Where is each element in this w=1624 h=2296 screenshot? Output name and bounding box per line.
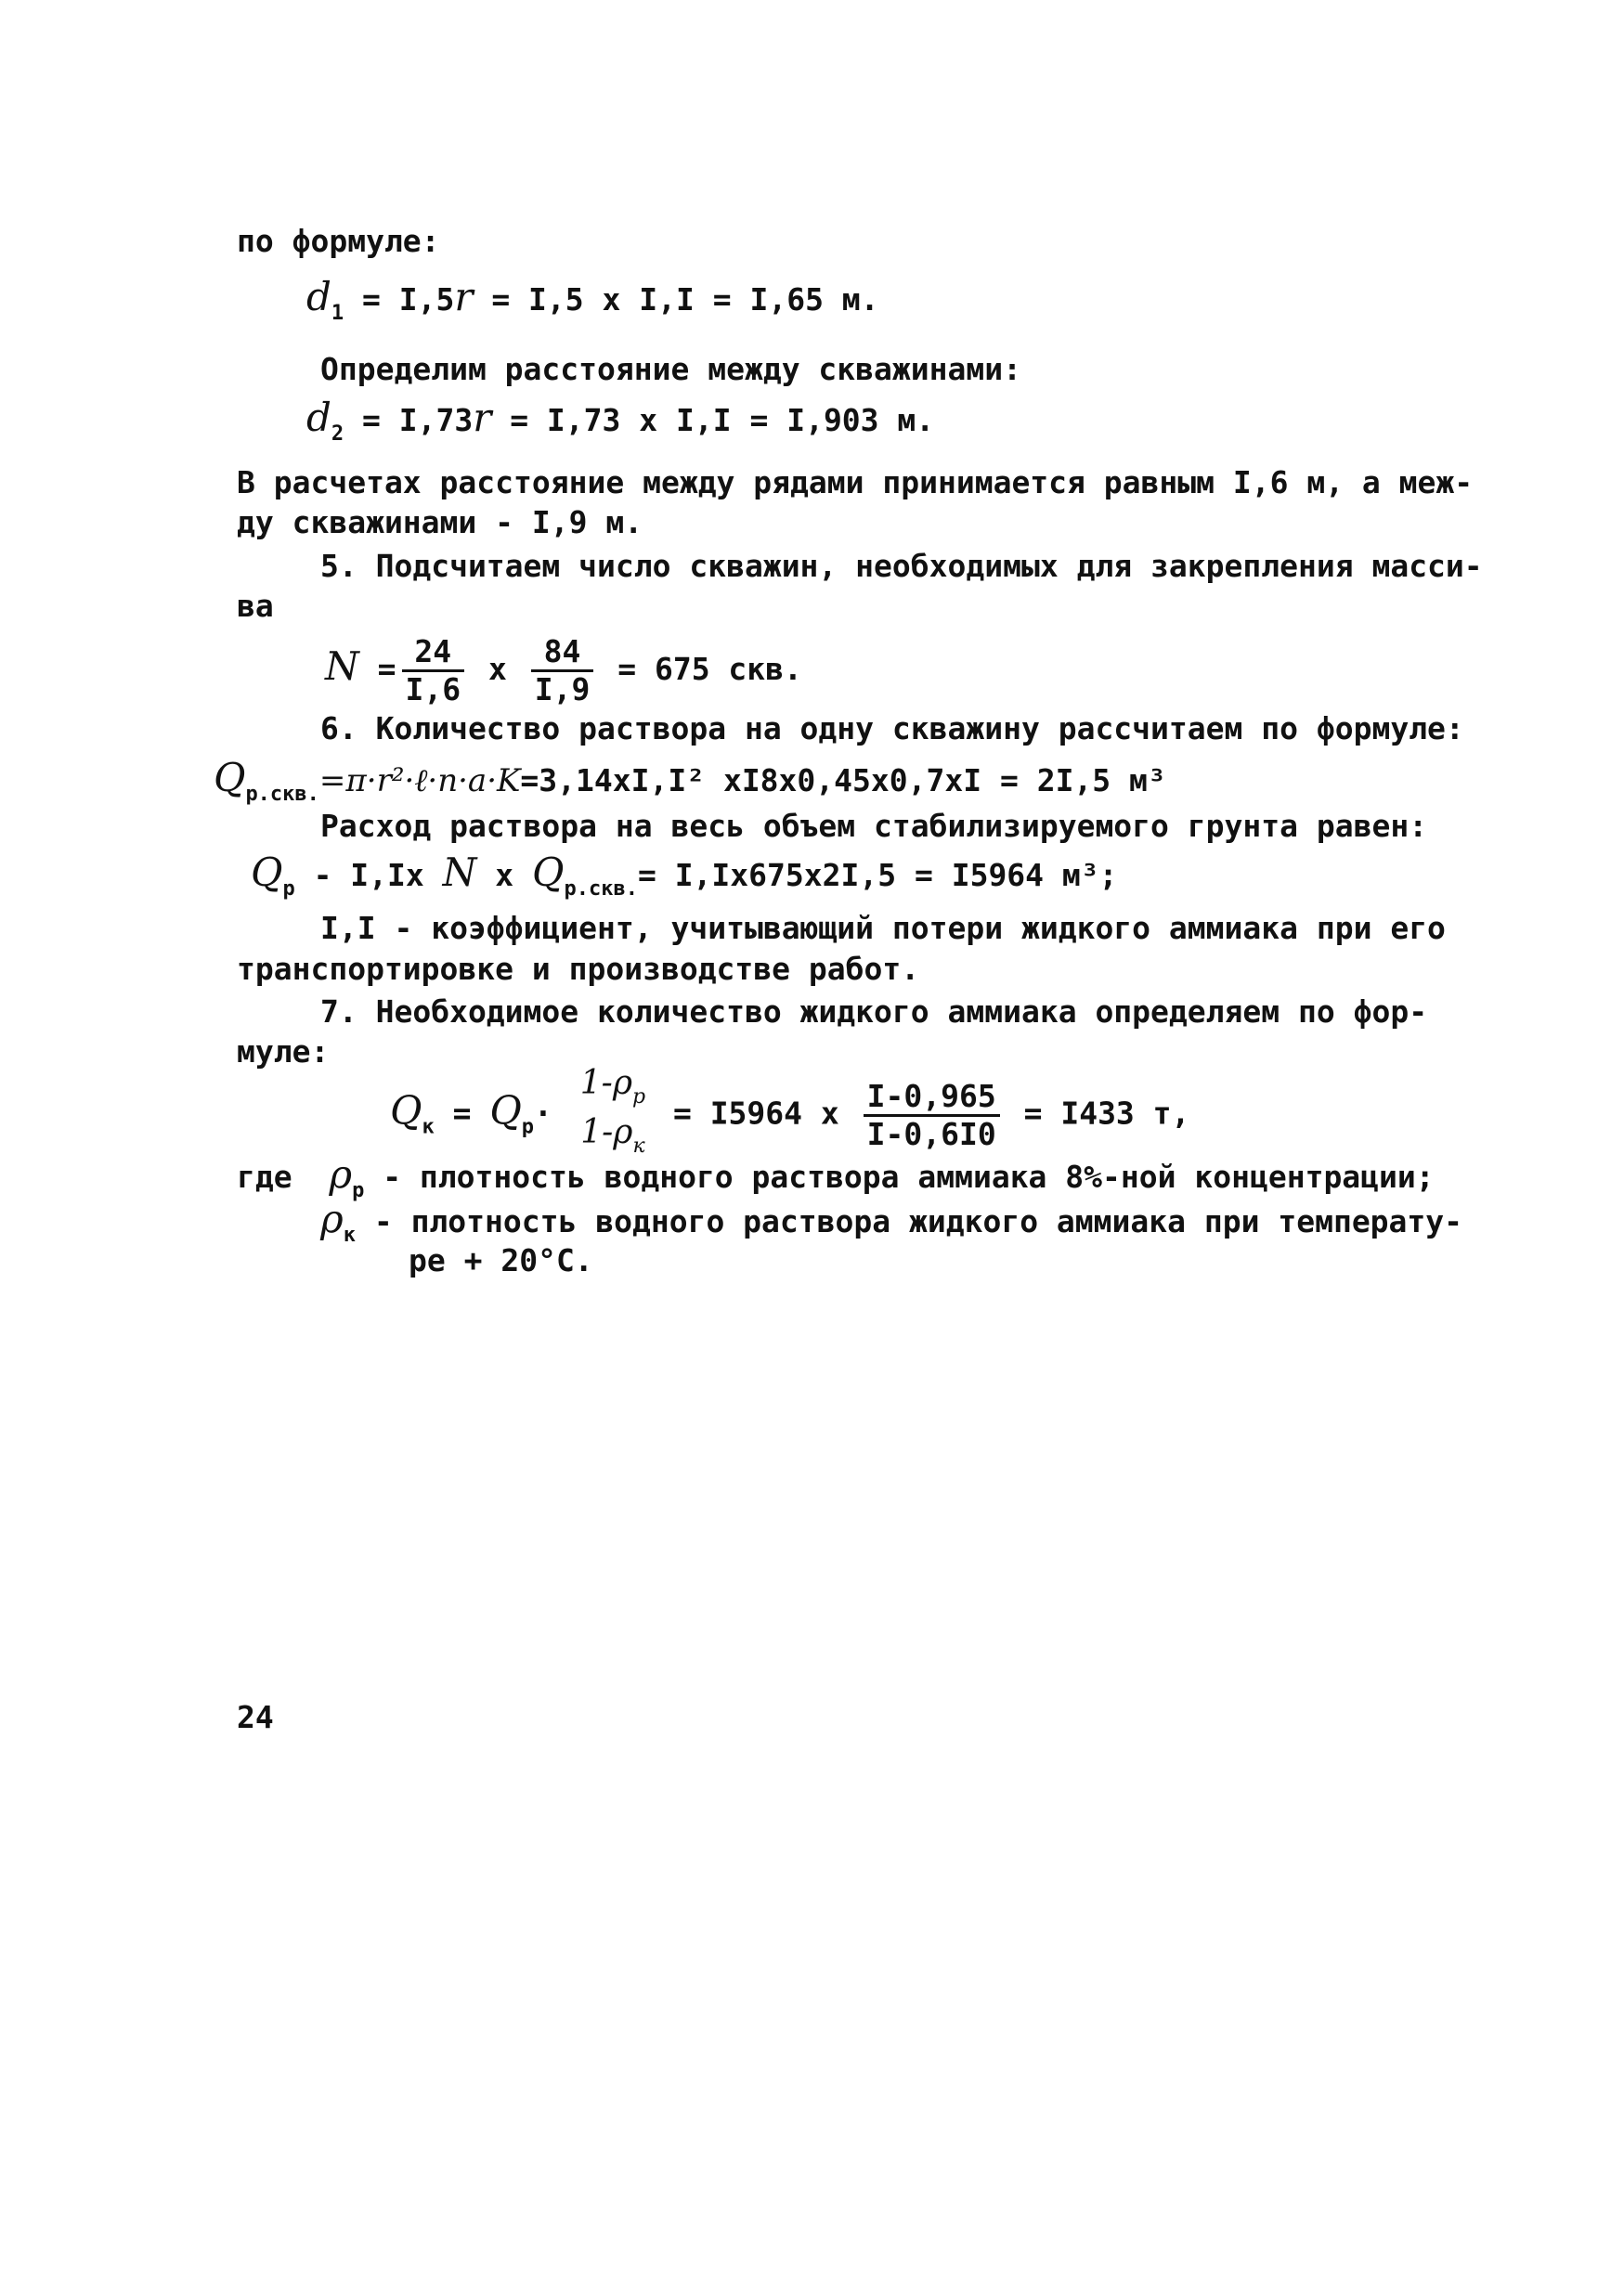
subscript: р [282, 877, 295, 901]
formula-part: =3,14xI,I² xI8x0,45x0,7xI = 2I,5 м³ [520, 762, 1166, 798]
var-r: r [454, 274, 474, 319]
var-q: Q [214, 755, 246, 800]
formula-part: = I5964 x [672, 1095, 839, 1132]
text-line [237, 951, 919, 988]
var-rho: ρ [320, 1196, 344, 1241]
var-r: r [473, 395, 492, 440]
denominator: 1-ρ [580, 1113, 633, 1151]
text: где [237, 1159, 292, 1195]
var-q: Q [489, 1087, 522, 1134]
text-line [320, 910, 1446, 947]
formula-part: = I433 т, [1023, 1095, 1190, 1132]
text-line [237, 504, 643, 541]
text-line [320, 808, 1427, 845]
text-line [320, 548, 1483, 585]
dot: · [534, 1095, 552, 1132]
formula-part: = 675 скв. [617, 651, 802, 687]
text: 5. Подсчитаем число скважин, необходимых для закрепления масси- [320, 548, 1483, 584]
var-d: d [306, 395, 331, 440]
text: В расчетах расстояние между рядами принимается равным I,6 м, а меж- [237, 464, 1474, 500]
subscript: р [521, 1115, 534, 1139]
text: I,I - коэффициент, учитывающий потери жидкого аммиака при его [320, 910, 1446, 946]
fraction [577, 1066, 649, 1164]
text-line [237, 1033, 329, 1070]
subscript: р [352, 1179, 365, 1202]
text-line [409, 1242, 593, 1279]
equals: = [452, 1095, 472, 1132]
fraction [402, 634, 465, 707]
formula-q-total [251, 850, 1118, 908]
text-line [237, 464, 1473, 501]
var-rho: ρ [329, 1151, 353, 1197]
var-d: d [306, 274, 331, 319]
text-line [320, 351, 1021, 388]
formula-part: = I,Ix675x2I,5 = I5964 м³; [637, 857, 1118, 893]
text: Расход раствора на весь объем стабилизируемого грунта равен: [320, 808, 1428, 844]
subscript: к [343, 1224, 356, 1247]
text: транспортировке и производстве работ. [237, 951, 920, 987]
text: ва [237, 588, 274, 624]
text: ре + 20°С. [409, 1242, 593, 1278]
denominator: I-0,6I0 [866, 1115, 996, 1152]
formula-part: = I,73 [362, 402, 474, 438]
formula-part: =π·r²·ℓ·n·a·K [318, 762, 521, 799]
numerator: I-0,965 [864, 1079, 1000, 1117]
times: x [495, 857, 514, 893]
subscript: р.скв. [245, 783, 319, 806]
formula-q-ammonia [390, 1066, 1189, 1165]
subscript: к [632, 1135, 645, 1158]
text: Определим расстояние между скважинами: [320, 351, 1021, 387]
formula-part: = I,5 x I,I = I,65 м. [491, 281, 879, 318]
formula-part: - I,Ix [313, 857, 424, 893]
fraction [864, 1079, 1000, 1152]
subscript: р [631, 1085, 646, 1109]
numerator: 84 [531, 634, 594, 672]
numerator: 24 [402, 634, 465, 672]
text: по формуле: [237, 223, 440, 259]
var-n: N [325, 643, 359, 689]
text: ду скважинами - I,9 м. [237, 504, 643, 540]
text: - плотность водного раствора жидкого аммиака при температу- [373, 1203, 1463, 1239]
subscript: р.скв. [564, 877, 638, 901]
formula-q-well [214, 755, 1166, 813]
text: 7. Необходимое количество жидкого аммиака определяем по фор- [320, 993, 1428, 1030]
fraction [531, 634, 594, 707]
text-line [237, 588, 274, 625]
formula-n: N = $\frac{24}{I,6}$ x $\frac{84}{I,9}$ = 675 скв. [325, 633, 802, 707]
denominator: I,6 [405, 671, 461, 707]
formula-part: = I,5 [362, 281, 455, 318]
text-line [320, 710, 1464, 747]
var-q: Q [532, 850, 565, 895]
subscript: к [422, 1115, 435, 1139]
text: 6. Количество раствора на одну скважину рассчитаем по формуле: [320, 710, 1464, 746]
var-q: Q [390, 1087, 422, 1134]
text-line [237, 223, 440, 260]
var-q: Q [251, 850, 283, 895]
page-number-text: 24 [237, 1699, 274, 1735]
text: муле: [237, 1033, 330, 1070]
formula-d2 [306, 395, 935, 453]
subscript: 2 [331, 422, 344, 446]
numerator: 1-ρ [579, 1064, 632, 1102]
var-n: N [442, 850, 477, 895]
text: - плотность водного раствора аммиака 8%-ной концентрации; [383, 1159, 1435, 1195]
subscript: 1 [331, 302, 344, 325]
page-number [237, 1699, 274, 1736]
formula-part: = I,73 x I,I = I,903 м. [510, 402, 935, 438]
denominator: I,9 [534, 671, 591, 707]
times: x [487, 651, 507, 687]
formula-d1 [306, 274, 879, 332]
text-line [320, 993, 1427, 1031]
